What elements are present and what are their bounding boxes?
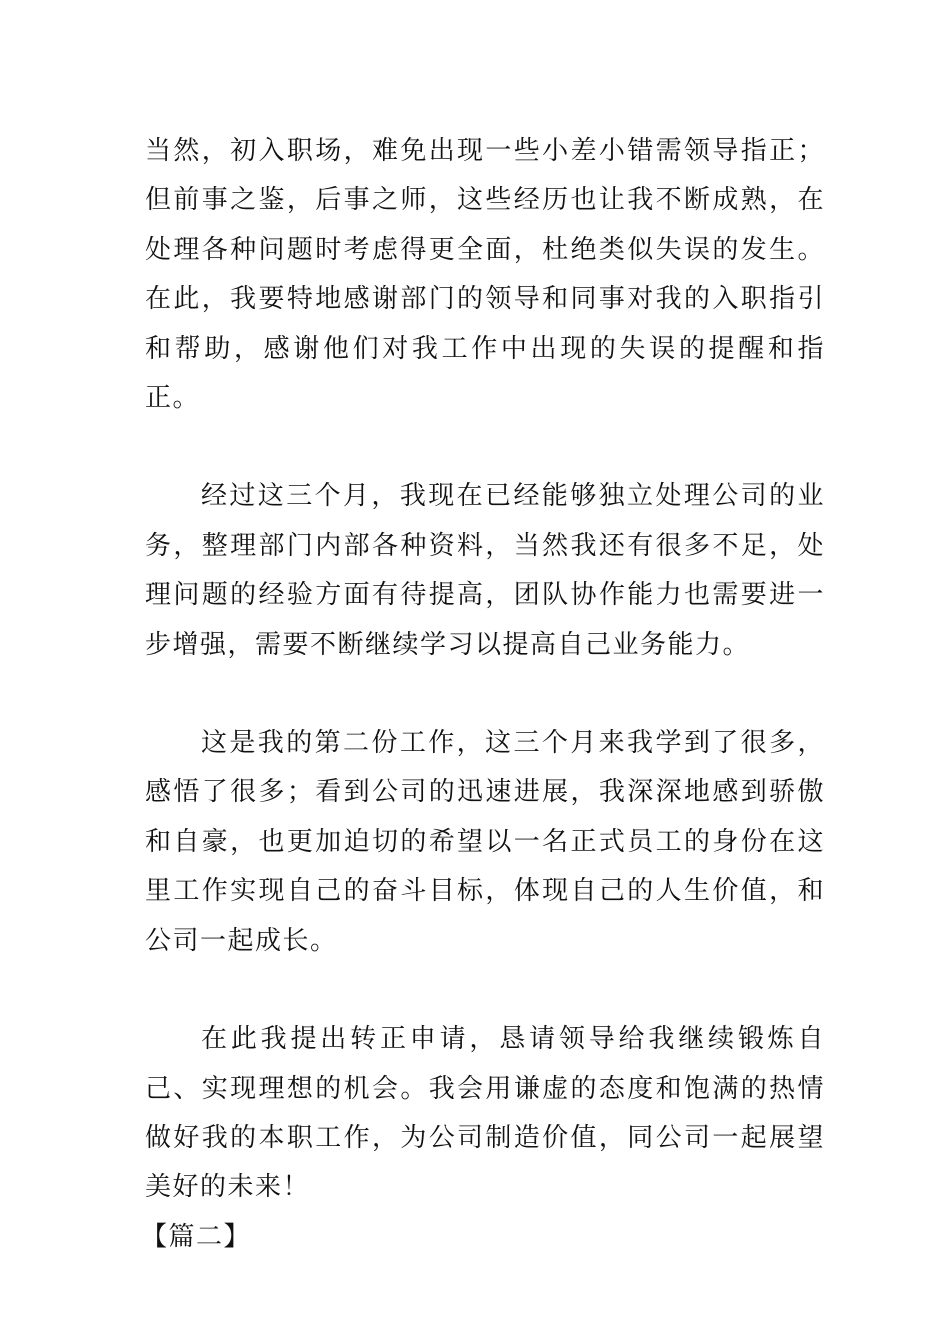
paragraph-4: 在此我提出转正申请，恳请领导给我继续锻炼自己、实现理想的机会。我会用谦虚的态度和饱满的热情做好我的本职工作，为公司制造价值，同公司一起展望美好的未来！: [145, 1024, 825, 1203]
document-page: [141, 127, 825, 1262]
paragraph-gap: [145, 670, 825, 719]
paragraph-2: 经过这三个月，我现在已经能够独立处理公司的业务，整理部门内部各种资料，当然我还有很多不足，处理问题的经验方面有待提高，团队协作能力也需要进一步增强，需要不断继续学习以提高自己业务能力。: [145, 481, 825, 660]
paragraph-3: 这是我的第二份工作，这三个月来我学到了很多，感悟了很多；看到公司的迅速进展，我深深地感到骄傲和自豪，也更加迫切的希望以一名正式员工的身份在这里工作实现自己的奋斗目标，体现自己的人生价值，和公司一起成长。: [145, 728, 825, 956]
paragraph-1: 当然，初入职场，难免出现一些小差小错需领导指正；但前事之鉴，后事之师，这些经历也让我不断成熟，在处理各种问题时考虑得更全面，杜绝类似失误的发生。在此，我要特地感谢部门的领导和同事对我的入职指引和帮助，感谢他们对我工作中出现的失误的提醒和指正。: [145, 136, 825, 414]
paragraph-gap: [145, 423, 825, 472]
section-heading: 【篇二】: [141, 1221, 252, 1252]
paragraph-gap: [145, 966, 825, 1015]
